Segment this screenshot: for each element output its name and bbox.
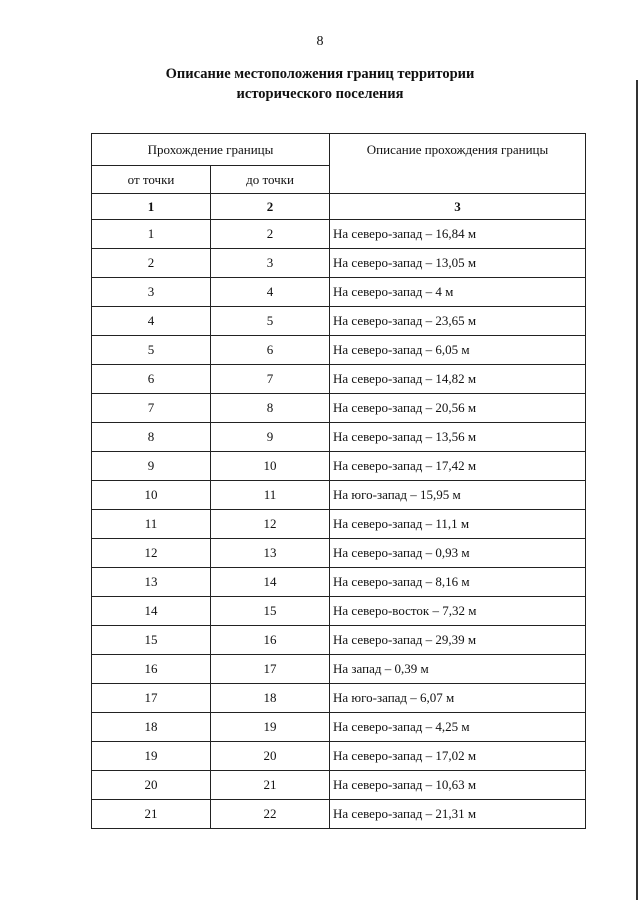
from-point-cell: 7: [92, 394, 211, 423]
from-point-cell: 6: [92, 365, 211, 394]
to-point-cell: 20: [211, 742, 330, 771]
column-number-3: 3: [330, 194, 586, 220]
from-point-cell: 13: [92, 568, 211, 597]
table-row: [92, 626, 586, 655]
table-body: [92, 220, 586, 829]
to-point-cell: 22: [211, 800, 330, 829]
from-point-cell: 19: [92, 742, 211, 771]
description-cell: На юго-запад – 6,07 м: [330, 684, 586, 713]
table-row: [92, 278, 586, 307]
from-point-cell: 17: [92, 684, 211, 713]
description-cell: На северо-запад – 21,31 м: [330, 800, 586, 829]
from-point-cell: 1: [92, 220, 211, 249]
to-point-cell: 7: [211, 365, 330, 394]
title-line-2: исторического поселения: [236, 86, 404, 102]
column-number-2: 2: [211, 194, 330, 220]
table-row: [92, 510, 586, 539]
from-point-cell: 11: [92, 510, 211, 539]
description-cell: На северо-запад – 4 м: [330, 278, 586, 307]
description-cell: На северо-запад – 8,16 м: [330, 568, 586, 597]
table-row: [92, 307, 586, 336]
from-point-cell: 20: [92, 771, 211, 800]
table-row: [92, 365, 586, 394]
from-point-cell: 3: [92, 278, 211, 307]
table-row: [92, 713, 586, 742]
description-cell: На северо-запад – 29,39 м: [330, 626, 586, 655]
description-cell: На северо-запад – 23,65 м: [330, 307, 586, 336]
header-description: Описание прохождения границы: [330, 134, 586, 194]
from-point-cell: 10: [92, 481, 211, 510]
from-point-cell: 16: [92, 655, 211, 684]
to-point-cell: 3: [211, 249, 330, 278]
description-cell: На северо-запад – 17,42 м: [330, 452, 586, 481]
table-row: [92, 742, 586, 771]
description-cell: На северо-запад – 17,02 м: [330, 742, 586, 771]
page-title: [0, 64, 640, 104]
from-point-cell: 8: [92, 423, 211, 452]
header-from-point: от точки: [92, 166, 211, 194]
page-number: 8: [316, 34, 324, 49]
to-point-cell: 13: [211, 539, 330, 568]
to-point-cell: 4: [211, 278, 330, 307]
from-point-cell: 21: [92, 800, 211, 829]
to-point-cell: 8: [211, 394, 330, 423]
from-point-cell: 2: [92, 249, 211, 278]
to-point-cell: 21: [211, 771, 330, 800]
table-row: [92, 539, 586, 568]
description-cell: На северо-запад – 11,1 м: [330, 510, 586, 539]
to-point-cell: 12: [211, 510, 330, 539]
to-point-cell: 14: [211, 568, 330, 597]
description-cell: На северо-запад – 0,93 м: [330, 539, 586, 568]
from-point-cell: 12: [92, 539, 211, 568]
table-row: [92, 452, 586, 481]
description-cell: На запад – 0,39 м: [330, 655, 586, 684]
description-cell: На юго-запад – 15,95 м: [330, 481, 586, 510]
to-point-cell: 5: [211, 307, 330, 336]
table-row: [92, 655, 586, 684]
table-row: [92, 249, 586, 278]
table-row: [92, 597, 586, 626]
table-row: [92, 220, 586, 249]
table-row: [92, 336, 586, 365]
description-cell: На северо-запад – 13,56 м: [330, 423, 586, 452]
table-row: [92, 568, 586, 597]
description-cell: На северо-запад – 10,63 м: [330, 771, 586, 800]
to-point-cell: 2: [211, 220, 330, 249]
from-point-cell: 5: [92, 336, 211, 365]
from-point-cell: 14: [92, 597, 211, 626]
column-number-1: 1: [92, 194, 211, 220]
from-point-cell: 15: [92, 626, 211, 655]
to-point-cell: 17: [211, 655, 330, 684]
description-cell: На северо-запад – 16,84 м: [330, 220, 586, 249]
table-row: [92, 771, 586, 800]
description-cell: На северо-запад – 6,05 м: [330, 336, 586, 365]
table-row: [92, 423, 586, 452]
table-row: [92, 481, 586, 510]
from-point-cell: 4: [92, 307, 211, 336]
description-cell: На северо-запад – 14,82 м: [330, 365, 586, 394]
from-point-cell: 9: [92, 452, 211, 481]
to-point-cell: 9: [211, 423, 330, 452]
table-row: [92, 800, 586, 829]
description-cell: На северо-запад – 20,56 м: [330, 394, 586, 423]
title-line-1: Описание местоположения границ территории: [165, 66, 475, 82]
to-point-cell: 16: [211, 626, 330, 655]
to-point-cell: 11: [211, 481, 330, 510]
description-cell: На северо-запад – 4,25 м: [330, 713, 586, 742]
description-cell: На северо-запад – 13,05 м: [330, 249, 586, 278]
to-point-cell: 6: [211, 336, 330, 365]
to-point-cell: 15: [211, 597, 330, 626]
description-cell: На северо-восток – 7,32 м: [330, 597, 586, 626]
header-boundary-passage: Прохождение границы: [92, 134, 330, 166]
to-point-cell: 19: [211, 713, 330, 742]
table-row: [92, 684, 586, 713]
to-point-cell: 18: [211, 684, 330, 713]
scan-edge-line: [636, 80, 638, 900]
table-row: [92, 394, 586, 423]
boundary-table: [91, 133, 586, 829]
to-point-cell: 10: [211, 452, 330, 481]
from-point-cell: 18: [92, 713, 211, 742]
header-to-point: до точки: [211, 166, 330, 194]
